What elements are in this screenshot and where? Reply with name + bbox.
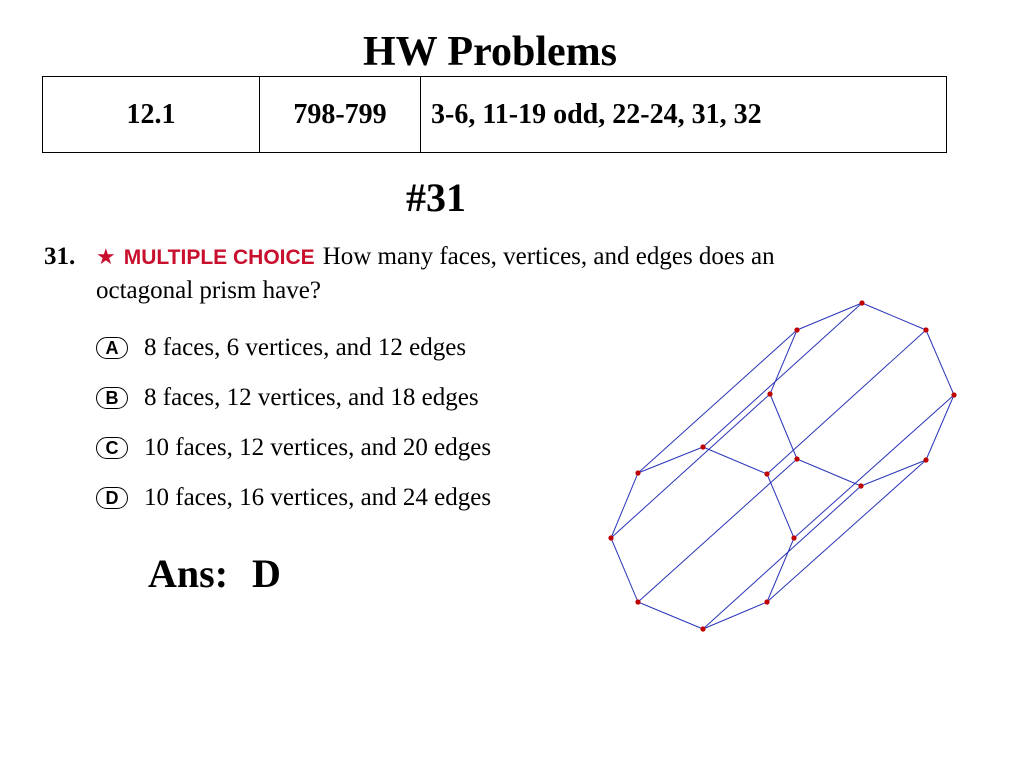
octagonal-prism-diagram: [600, 290, 966, 642]
prism-vertex: [635, 599, 640, 604]
problems-cell: 3-6, 11-19 odd, 22-24, 31, 32: [421, 77, 947, 153]
problem-heading: #31: [406, 175, 466, 220]
prism-edge-lateral: [767, 330, 926, 474]
section-cell: 12.1: [43, 77, 260, 153]
prism-vertex: [923, 327, 928, 332]
prism-edge-back: [638, 602, 703, 629]
prism-vertex: [951, 392, 956, 397]
prism-vertex: [764, 599, 769, 604]
prism-edge-front: [797, 303, 862, 330]
prism-vertex: [700, 626, 705, 631]
prism-edges: [611, 303, 954, 629]
question-text-line2: octagonal prism have?: [96, 277, 321, 304]
pages-cell: 798-799: [260, 77, 421, 153]
choice-letter-d: D: [96, 487, 128, 509]
prism-edge-front: [862, 303, 926, 330]
prism-vertex: [635, 470, 640, 475]
page-title: HW Problems: [363, 29, 617, 75]
choice-letter-a: A: [96, 337, 128, 359]
prism-edge-front: [770, 394, 797, 459]
star-icon: ★: [96, 245, 116, 270]
prism-edge-lateral: [611, 394, 770, 538]
prism-edge-front: [797, 459, 861, 486]
choice-b: [96, 373, 616, 423]
prism-vertex: [794, 456, 799, 461]
question-type-label: MULTIPLE CHOICE: [123, 246, 315, 269]
answer-value: D: [252, 551, 281, 596]
prism-edge-back: [703, 447, 767, 474]
question-number: 31.: [44, 243, 76, 270]
prism-vertex: [794, 327, 799, 332]
answer-label: Ans:: [148, 551, 229, 596]
prism-edge-back: [611, 538, 638, 602]
choice-text-d: 10 faces, 16 vertices, and 24 edges: [144, 484, 492, 511]
prism-edge-back: [611, 473, 638, 538]
prism-vertex: [608, 535, 613, 540]
choice-d: [96, 473, 616, 523]
prism-edge-lateral: [638, 459, 797, 602]
prism-vertex: [859, 300, 864, 305]
choice-a: [96, 323, 616, 373]
prism-vertex: [923, 457, 928, 462]
prism-edge-lateral: [794, 395, 954, 538]
prism-edge-lateral: [703, 303, 862, 447]
choice-list: [96, 323, 616, 523]
choice-letter-c: C: [96, 437, 128, 459]
choice-text-a: 8 faces, 6 vertices, and 12 edges: [144, 334, 467, 361]
prism-edge-front: [770, 330, 797, 394]
prism-edge-front: [861, 460, 926, 486]
prism-vertex: [767, 391, 772, 396]
question-text-line1: How many faces, vertices, and edges does an: [322, 243, 775, 270]
prism-vertex: [764, 471, 769, 476]
choice-c: [96, 423, 616, 473]
prism-edge-back: [767, 474, 794, 538]
prism-edge-back: [638, 447, 703, 473]
prism-vertex: [858, 483, 863, 488]
prism-edge-back: [767, 538, 794, 602]
prism-edge-lateral: [703, 486, 861, 629]
prism-vertex: [791, 535, 796, 540]
assignment-table: [42, 76, 947, 153]
prism-edge-front: [926, 330, 954, 395]
prism-edge-front: [926, 395, 954, 460]
choice-text-b: 8 faces, 12 vertices, and 18 edges: [144, 384, 479, 411]
table-row: [43, 77, 947, 153]
answer-line: [148, 550, 281, 598]
prism-vertex: [700, 444, 705, 449]
choice-text-c: 10 faces, 12 vertices, and 20 edges: [144, 434, 492, 461]
choice-letter-b: B: [96, 387, 128, 409]
prism-edge-back: [703, 602, 767, 629]
